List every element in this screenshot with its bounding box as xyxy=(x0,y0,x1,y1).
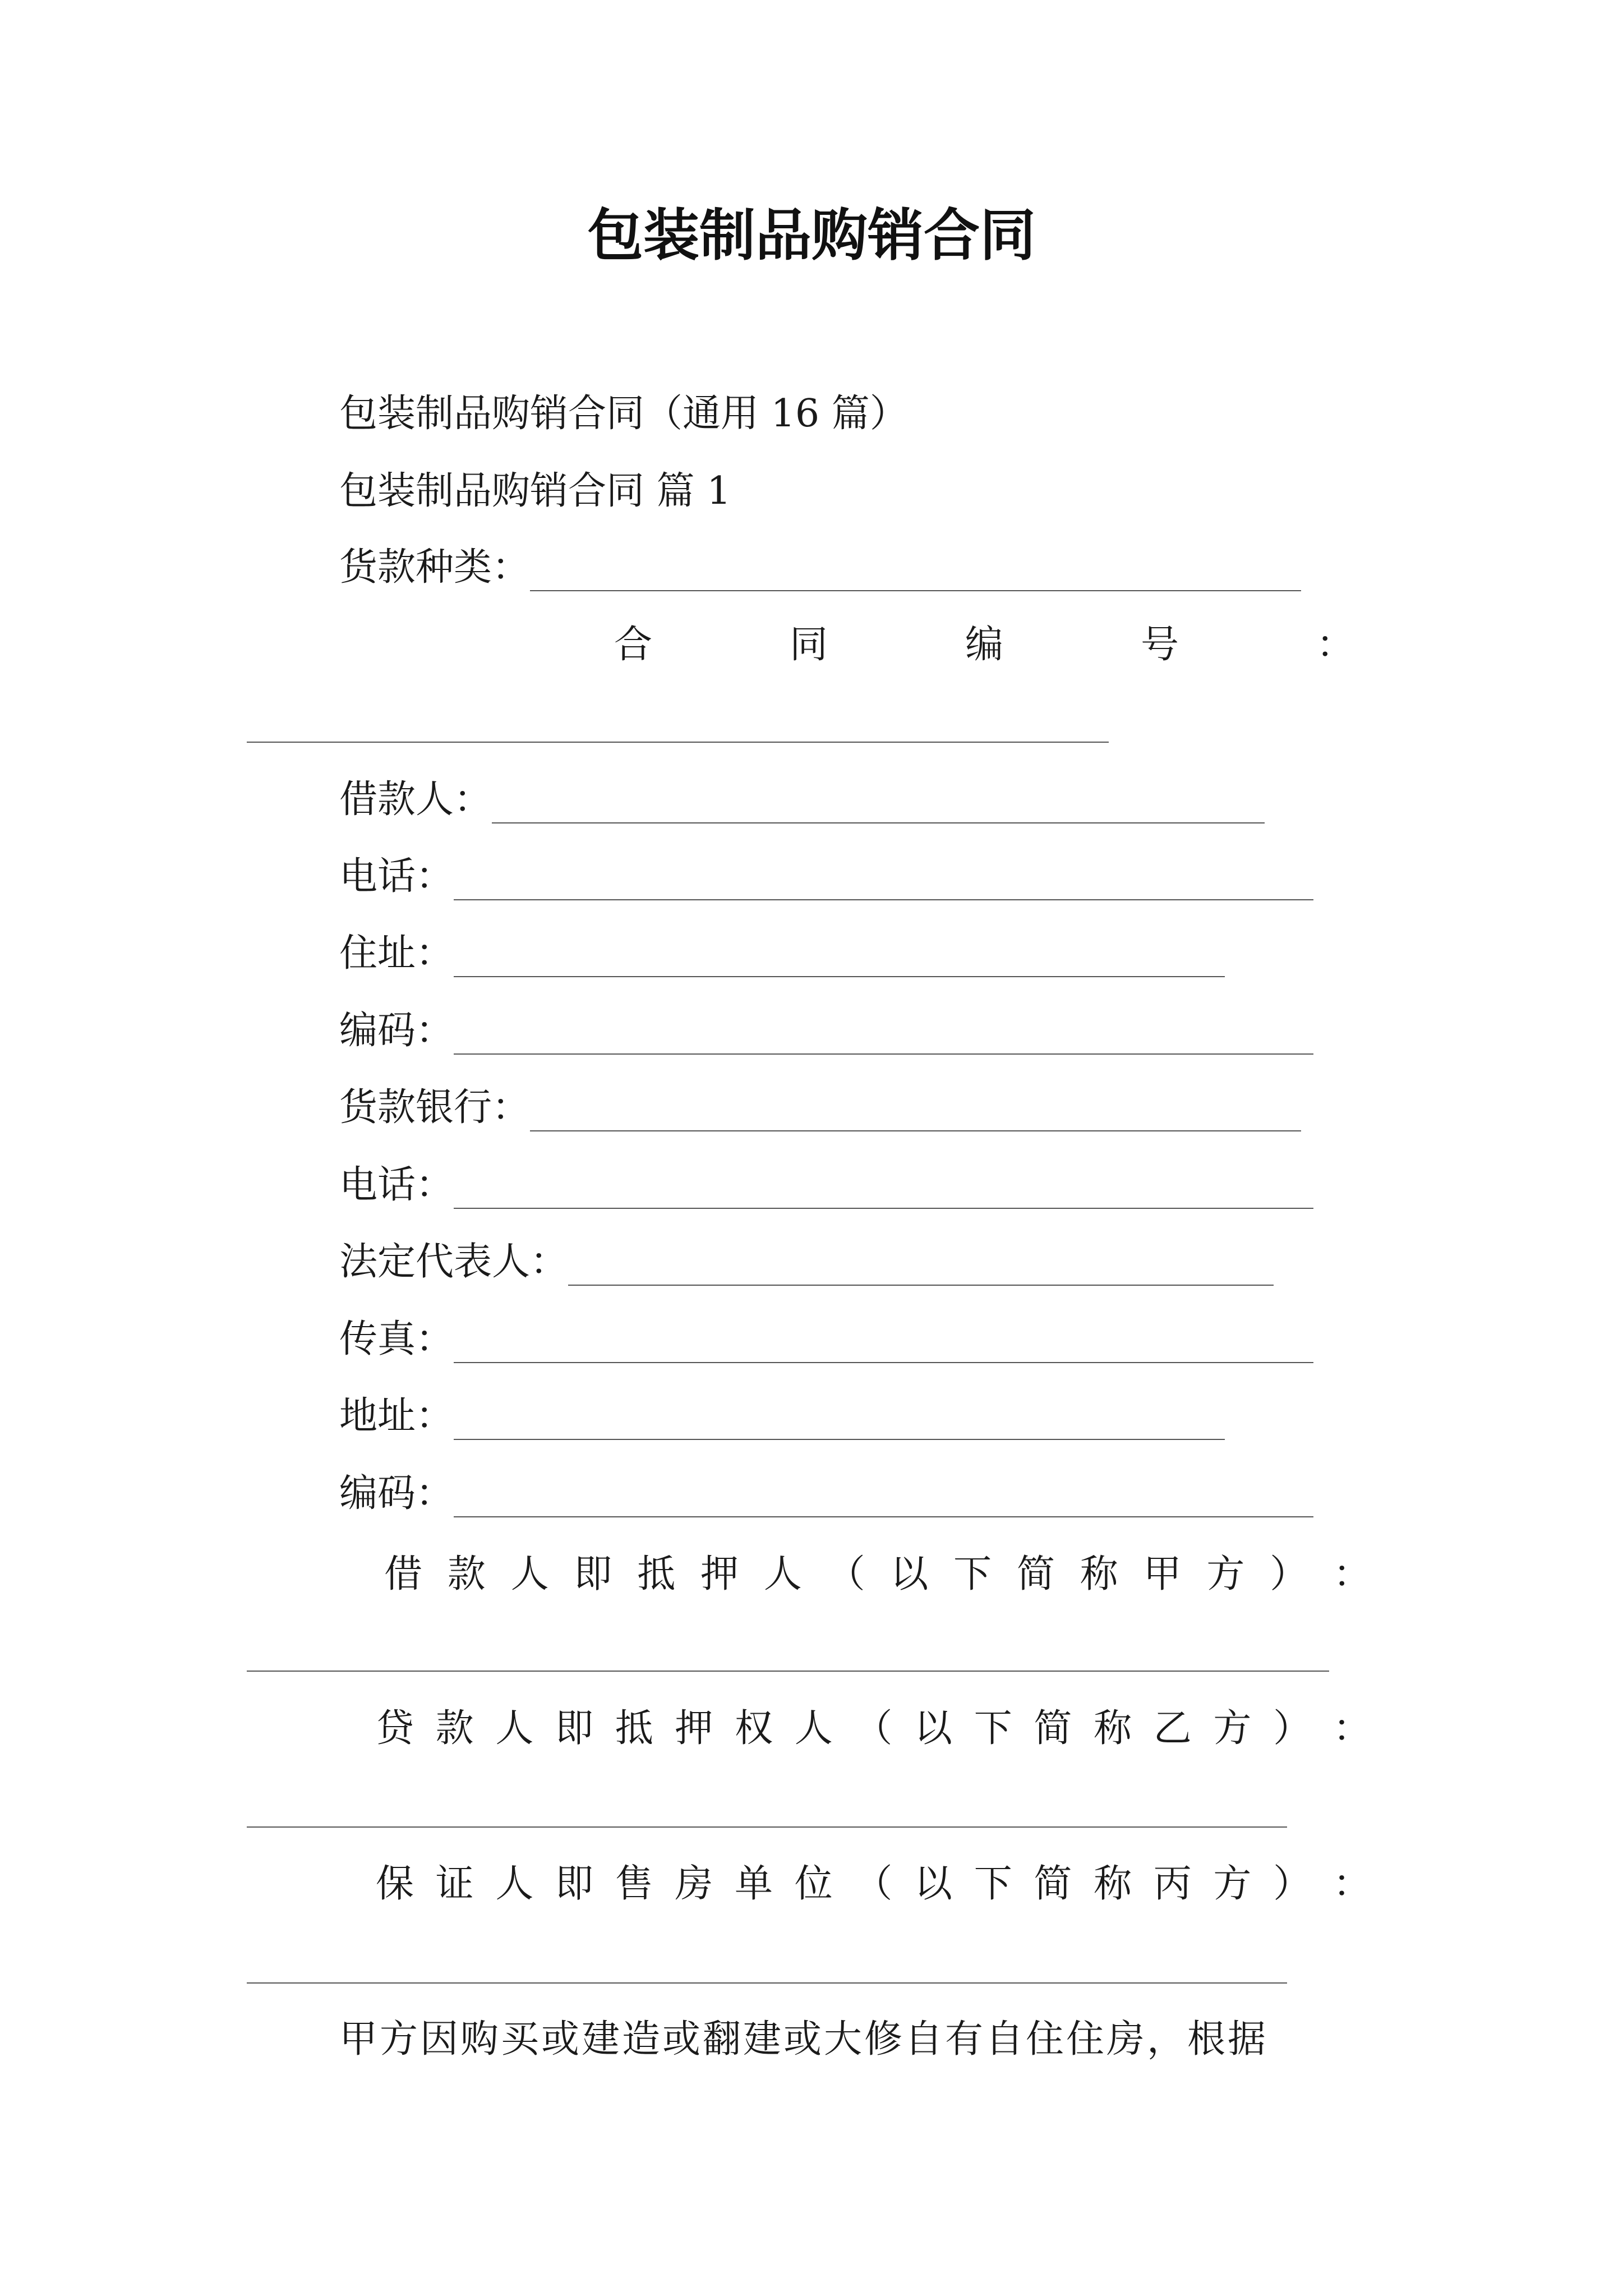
bank-phone-label: 电话： xyxy=(339,1163,454,1207)
party-a-char: 即 xyxy=(574,1552,612,1596)
party-a-char: ） xyxy=(1270,1552,1308,1596)
party-a-char: 人 xyxy=(763,1552,802,1596)
party-a-char: 称 xyxy=(1080,1552,1118,1596)
party-b-label xyxy=(376,1701,1371,1757)
party-b-char: ： xyxy=(1332,1706,1371,1751)
party-a-char: （ xyxy=(827,1552,865,1596)
contract-no-char: ： xyxy=(1316,623,1354,667)
party-c-char: 位 xyxy=(794,1862,833,1906)
party-c-char: 人 xyxy=(495,1862,534,1906)
party-b-char: 方 xyxy=(1213,1706,1252,1751)
party-c-char: 售 xyxy=(615,1862,653,1906)
bank-code-blank xyxy=(454,1516,1313,1517)
party-b-char: 简 xyxy=(1034,1706,1072,1751)
party-a-char: 甲 xyxy=(1143,1552,1182,1596)
bank-field xyxy=(339,1080,1301,1136)
borrower-code-label: 编码： xyxy=(339,1009,454,1053)
party-c-char: （ xyxy=(854,1862,893,1906)
legal-rep-field xyxy=(339,1234,1274,1290)
party-c-char: ： xyxy=(1332,1862,1371,1906)
bank-fax-field xyxy=(339,1312,1313,1368)
party-a-char: 抵 xyxy=(637,1552,676,1596)
party-b-char: 押 xyxy=(675,1706,713,1751)
borrower-code-field xyxy=(339,1003,1313,1059)
closing-paragraph: 甲方因购买或建造或翻建或大修自有自住住房，根据 xyxy=(339,2017,1269,2062)
borrower-address-field xyxy=(339,926,1225,982)
bank-code-label: 编码： xyxy=(339,1471,454,1516)
party-b-char: 权 xyxy=(735,1706,773,1751)
contract-no-char: 编 xyxy=(965,623,1003,667)
party-a-char: 简 xyxy=(1016,1552,1055,1596)
party-b-char: 贷 xyxy=(376,1706,414,1751)
borrower-phone-blank xyxy=(454,899,1313,900)
document-subtitle: 包装制品购销合同（通用 16 篇） xyxy=(339,392,908,436)
borrower-code-blank xyxy=(454,1053,1313,1055)
party-b-char: 下 xyxy=(974,1706,1012,1751)
bank-fax-label: 传真： xyxy=(339,1317,454,1361)
party-a-char: 方 xyxy=(1206,1552,1245,1596)
party-b-char: 称 xyxy=(1094,1706,1132,1751)
loan-type-field xyxy=(339,540,1301,596)
party-c-char: 保 xyxy=(376,1862,414,1906)
bank-address-field xyxy=(339,1388,1225,1444)
party-c-char: 方 xyxy=(1213,1862,1252,1906)
party-a-char: 下 xyxy=(953,1552,992,1596)
party-a-label xyxy=(384,1547,1371,1603)
party-b-char: ） xyxy=(1273,1706,1312,1751)
party-b-char: （ xyxy=(854,1706,893,1751)
party-c-char: 即 xyxy=(555,1862,594,1906)
party-b-char: 即 xyxy=(555,1706,594,1751)
contract-no-char: 同 xyxy=(789,623,828,667)
borrower-address-blank xyxy=(454,976,1225,977)
party-a-blank xyxy=(247,1671,1329,1672)
section-heading: 包装制品购销合同 篇 1 xyxy=(339,469,731,513)
borrower-address-label: 住址： xyxy=(339,931,454,976)
party-b-char: 以 xyxy=(914,1706,953,1751)
bank-label: 货款银行： xyxy=(339,1085,531,1130)
party-a-char: 款 xyxy=(447,1552,486,1596)
party-c-blank xyxy=(247,1982,1287,1984)
bank-fax-blank xyxy=(454,1362,1313,1363)
bank-address-label: 地址： xyxy=(339,1394,454,1438)
party-a-char: 借 xyxy=(384,1552,423,1596)
party-b-char: 乙 xyxy=(1153,1706,1192,1751)
party-c-char: 称 xyxy=(1094,1862,1132,1906)
party-c-char: 以 xyxy=(914,1862,953,1906)
bank-blank xyxy=(530,1130,1301,1131)
bank-phone-field xyxy=(339,1157,1313,1213)
contract-number-blank xyxy=(247,742,1109,743)
contract-no-char: 合 xyxy=(614,623,653,667)
contract-number-label xyxy=(614,617,1354,673)
party-b-char: 款 xyxy=(435,1706,474,1751)
borrower-label: 借款人： xyxy=(339,777,492,822)
party-a-char: 以 xyxy=(890,1552,929,1596)
party-c-char: 丙 xyxy=(1153,1862,1192,1906)
party-c-char: 单 xyxy=(735,1862,773,1906)
bank-address-blank xyxy=(454,1439,1225,1440)
document-title: 包装制品购销合同 xyxy=(587,203,1036,268)
party-a-char: 人 xyxy=(510,1552,549,1596)
legal-rep-blank xyxy=(568,1285,1274,1286)
borrower-phone-label: 电话： xyxy=(339,854,454,899)
bank-phone-blank xyxy=(454,1208,1313,1209)
loan-type-label: 货款种类： xyxy=(339,545,531,590)
party-c-char: 下 xyxy=(974,1862,1012,1906)
party-c-label xyxy=(376,1856,1371,1912)
party-c-char: 简 xyxy=(1034,1862,1072,1906)
party-c-char: 房 xyxy=(675,1862,713,1906)
bank-code-field xyxy=(339,1466,1313,1522)
borrower-phone-field xyxy=(339,849,1313,905)
borrower-field xyxy=(339,772,1265,828)
party-b-char: 抵 xyxy=(615,1706,653,1751)
party-c-char: ） xyxy=(1273,1862,1312,1906)
party-b-blank xyxy=(247,1826,1287,1828)
loan-type-blank xyxy=(530,590,1301,591)
party-b-char: 人 xyxy=(495,1706,534,1751)
party-a-char: ： xyxy=(1332,1552,1371,1596)
legal-rep-label: 法定代表人： xyxy=(339,1240,569,1284)
party-b-char: 人 xyxy=(794,1706,833,1751)
borrower-blank xyxy=(492,822,1265,823)
contract-no-char: 号 xyxy=(1140,623,1179,667)
party-a-char: 押 xyxy=(700,1552,739,1596)
party-c-char: 证 xyxy=(435,1862,474,1906)
